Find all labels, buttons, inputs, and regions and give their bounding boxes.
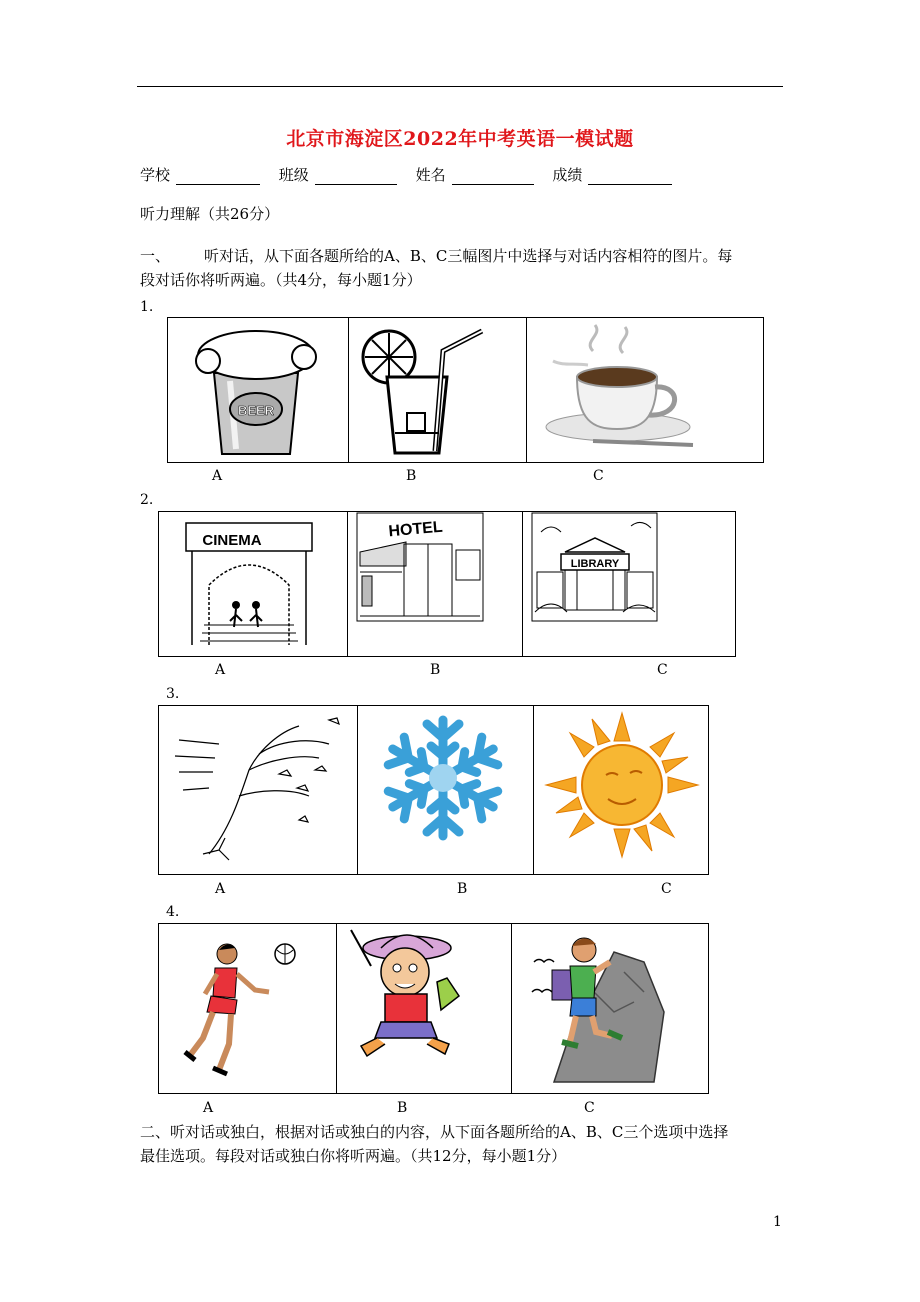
option-b-image[interactable] — [337, 924, 512, 1093]
part2-line2: 最佳选项。每段对话或独白你将听两遍。（共12分，每小题1分） — [140, 1147, 567, 1165]
snowflake-icon — [368, 708, 518, 848]
section-heading: 听力理解（共26分） — [140, 205, 280, 223]
option-label: B — [457, 881, 468, 897]
option-a-image[interactable] — [159, 706, 358, 874]
name-field[interactable] — [452, 168, 534, 185]
option-b-image[interactable] — [358, 706, 534, 874]
option-a-image[interactable] — [159, 512, 348, 656]
class-label: 班级 — [278, 166, 309, 184]
question-3-images — [158, 705, 709, 875]
question-number: 1. — [140, 299, 154, 315]
part1-line1: 听对话，从下面各题所给的A、B、C三幅图片中选择与对话内容相符的图片。每 — [204, 247, 733, 265]
question-number: 4. — [166, 904, 180, 920]
page-number: 1 — [773, 1214, 782, 1230]
option-label: B — [430, 662, 441, 678]
option-label: B — [397, 1100, 408, 1116]
fishing-kid-icon — [341, 926, 481, 1066]
option-label: A — [212, 468, 223, 484]
option-label: A — [215, 881, 226, 897]
library-sign: LIBRARY — [570, 558, 620, 570]
class-field[interactable] — [315, 168, 397, 185]
hotel-sign: HOTEL — [387, 518, 444, 541]
question-4-images — [158, 923, 709, 1094]
header-rule — [137, 86, 783, 87]
school-field[interactable] — [176, 168, 260, 185]
option-label: A — [203, 1100, 214, 1116]
option-label: C — [657, 662, 668, 678]
lemonade-icon — [357, 321, 497, 461]
option-c-image[interactable] — [512, 924, 710, 1093]
option-label: A — [215, 662, 226, 678]
option-a-image[interactable] — [159, 924, 337, 1093]
exam-title: 北京市海淀区2022年中考英语一模试题 — [286, 128, 634, 150]
coffee-icon — [533, 321, 703, 461]
score-label: 成绩 — [552, 166, 583, 184]
option-label: C — [661, 881, 672, 897]
part1-number: 一、 — [140, 247, 171, 265]
question-number: 2. — [140, 492, 154, 508]
name-label: 姓名 — [415, 166, 446, 184]
option-a-image[interactable] — [168, 318, 349, 462]
beer-icon — [186, 321, 326, 461]
question-number: 3. — [166, 686, 180, 702]
option-label: B — [406, 468, 417, 484]
option-b-image[interactable] — [348, 512, 523, 656]
library-icon — [531, 512, 659, 624]
part2-line1: 二、听对话或独白，根据对话或独白的内容，从下面各题所给的A、B、C三个选项中选择 — [140, 1123, 729, 1141]
school-label: 学校 — [140, 166, 171, 184]
option-c-image[interactable] — [534, 706, 710, 874]
sun-icon — [542, 710, 702, 860]
cinema-sign: CINEMA — [202, 532, 262, 549]
cinema-icon — [184, 515, 314, 655]
info-line — [140, 164, 672, 185]
option-c-image[interactable] — [523, 512, 737, 656]
hotel-icon — [356, 512, 486, 624]
part1-line2: 段对话你将听两遍。（共4分，每小题1分） — [140, 271, 422, 289]
beer-label: BEER — [237, 403, 275, 418]
option-label: C — [584, 1100, 595, 1116]
wind-icon — [169, 710, 349, 870]
volleyball-player-icon — [165, 934, 305, 1084]
question-1-images — [167, 317, 764, 463]
option-c-image[interactable] — [527, 318, 765, 462]
option-label: C — [593, 468, 604, 484]
rock-climber-icon — [524, 932, 674, 1087]
option-b-image[interactable] — [349, 318, 527, 462]
question-2-images — [158, 511, 736, 657]
score-field[interactable] — [588, 168, 672, 185]
